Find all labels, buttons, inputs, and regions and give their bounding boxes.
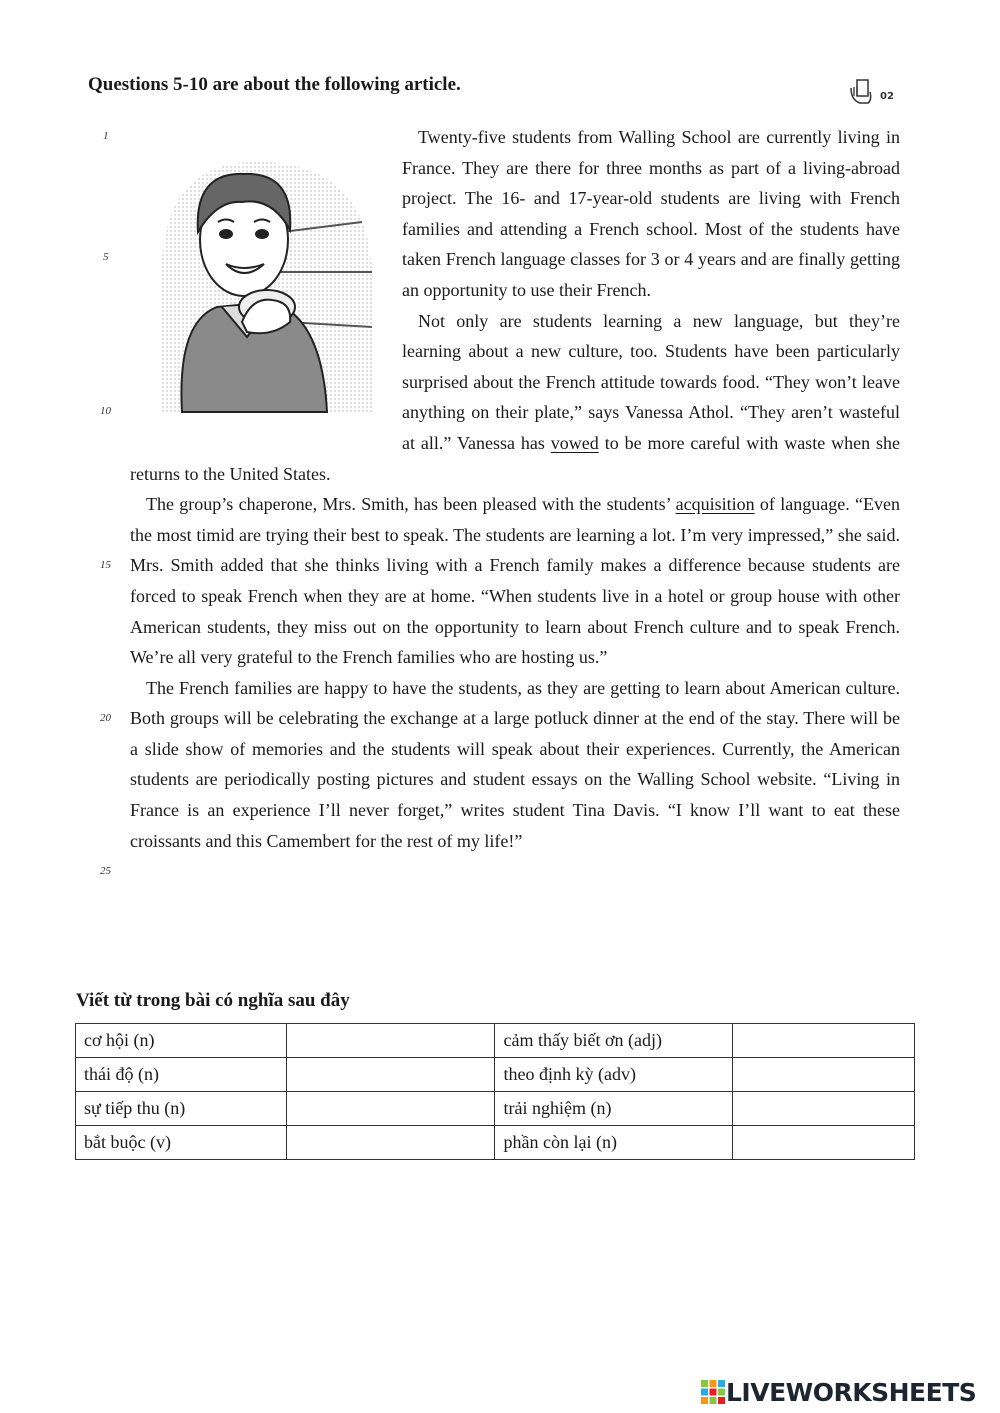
paragraph-1: Twenty-five students from Walling School are currently living in France. They are there for three months as part of a living-abroad project. The 16- and 17-year-old students are living with French families and attending a French school. Most of the students have taken French language classes for 3 or 4 years and are finally getting an opportunity to use their French. bbox=[402, 127, 900, 300]
table-row bbox=[76, 1126, 915, 1160]
underlined-word-acquisition: acquisition bbox=[675, 494, 755, 515]
table-row bbox=[76, 1024, 915, 1058]
vocab-prompt: bắt buộc (v) bbox=[76, 1126, 287, 1160]
article-heading: Questions 5-10 are about the following article. bbox=[88, 74, 461, 95]
line-number: 5 bbox=[103, 251, 109, 263]
vocab-prompt: cơ hội (n) bbox=[76, 1024, 287, 1058]
track-number: 02 bbox=[880, 91, 894, 102]
table-row bbox=[76, 1058, 915, 1092]
answer-field[interactable] bbox=[286, 1126, 495, 1160]
cd-hand-icon bbox=[848, 78, 876, 106]
line-number: 15 bbox=[100, 559, 111, 571]
liveworksheets-logo-icon bbox=[700, 1379, 726, 1405]
table-row bbox=[76, 1092, 915, 1126]
answer-field[interactable] bbox=[733, 1058, 915, 1092]
answer-field[interactable] bbox=[733, 1126, 915, 1160]
exercise-title: Viết từ trong bài có nghĩa sau đây bbox=[76, 990, 350, 1011]
brand-name: LIVEWORKSHEETS bbox=[726, 1377, 977, 1407]
paragraph-3-text-a: The group’s chaperone, Mrs. Smith, has been pleased with the students’ bbox=[146, 494, 676, 515]
audio-track-icon bbox=[848, 78, 898, 106]
vocab-prompt: theo định kỳ (adv) bbox=[495, 1058, 733, 1092]
underlined-word-vowed: vowed bbox=[550, 432, 599, 453]
paragraph-2-text-b: to be more careful with waste when she returns to the United States. bbox=[130, 432, 900, 484]
answer-field[interactable] bbox=[286, 1024, 495, 1058]
line-number: 1 bbox=[103, 130, 109, 142]
student-illustration bbox=[122, 122, 402, 442]
paragraph-3 bbox=[130, 489, 900, 673]
vocab-prompt: sự tiếp thu (n) bbox=[76, 1092, 287, 1126]
answer-field[interactable] bbox=[286, 1092, 495, 1126]
line-number: 10 bbox=[100, 405, 111, 417]
answer-field[interactable] bbox=[286, 1058, 495, 1092]
paragraph-4: The French families are happy to have the students, as they are getting to learn about American culture. Both groups will be celebrating the exchange at a large potluck dinner at the end of the stay. There will be a slide show of memories and the students will speak about their experiences. Currently, the American students are periodically posting pictures and student essays on the Walling School website. “Living in France is an experience I’ll never forget,” writes student Tina Davis. “I know I’ll want to eat these croissants and this Camembert for the rest of my life!” bbox=[130, 677, 900, 851]
answer-field[interactable] bbox=[733, 1092, 915, 1126]
vocab-prompt: phần còn lại (n) bbox=[495, 1126, 733, 1160]
paragraph-2-text-a: Not only are students learning a new language, but they’re learning about a new culture, too. Students have been particularly surprised about the French attitude towards food. “They won’t leave anything on their plate,” says Vanessa Athol. “They aren’t wasteful at all.” Vanessa has bbox=[402, 310, 900, 453]
paragraph-3-text-b: of language. “Even the most timid are trying their best to speak. The students are learning a lot. I’m very impressed,” she said. Mrs. Smith added that she thinks living with a French family makes a difference because students are forced to speak French when they are at home. “When students live in a hotel or group house with other American students, they miss out on the opportunity to learn about French culture and to speak French. We’re all very grateful to the French families who are hosting us.” bbox=[130, 494, 900, 668]
vocab-prompt: cảm thấy biết ơn (adj) bbox=[495, 1024, 733, 1058]
vocab-prompt: thái độ (n) bbox=[76, 1058, 287, 1092]
article-body bbox=[130, 122, 900, 856]
vocabulary-table bbox=[75, 1023, 915, 1160]
line-number: 20 bbox=[100, 712, 111, 724]
liveworksheets-brand[interactable] bbox=[700, 1378, 976, 1406]
vocab-prompt: trải nghiệm (n) bbox=[495, 1092, 733, 1126]
line-number: 25 bbox=[100, 865, 111, 877]
answer-field[interactable] bbox=[733, 1024, 915, 1058]
